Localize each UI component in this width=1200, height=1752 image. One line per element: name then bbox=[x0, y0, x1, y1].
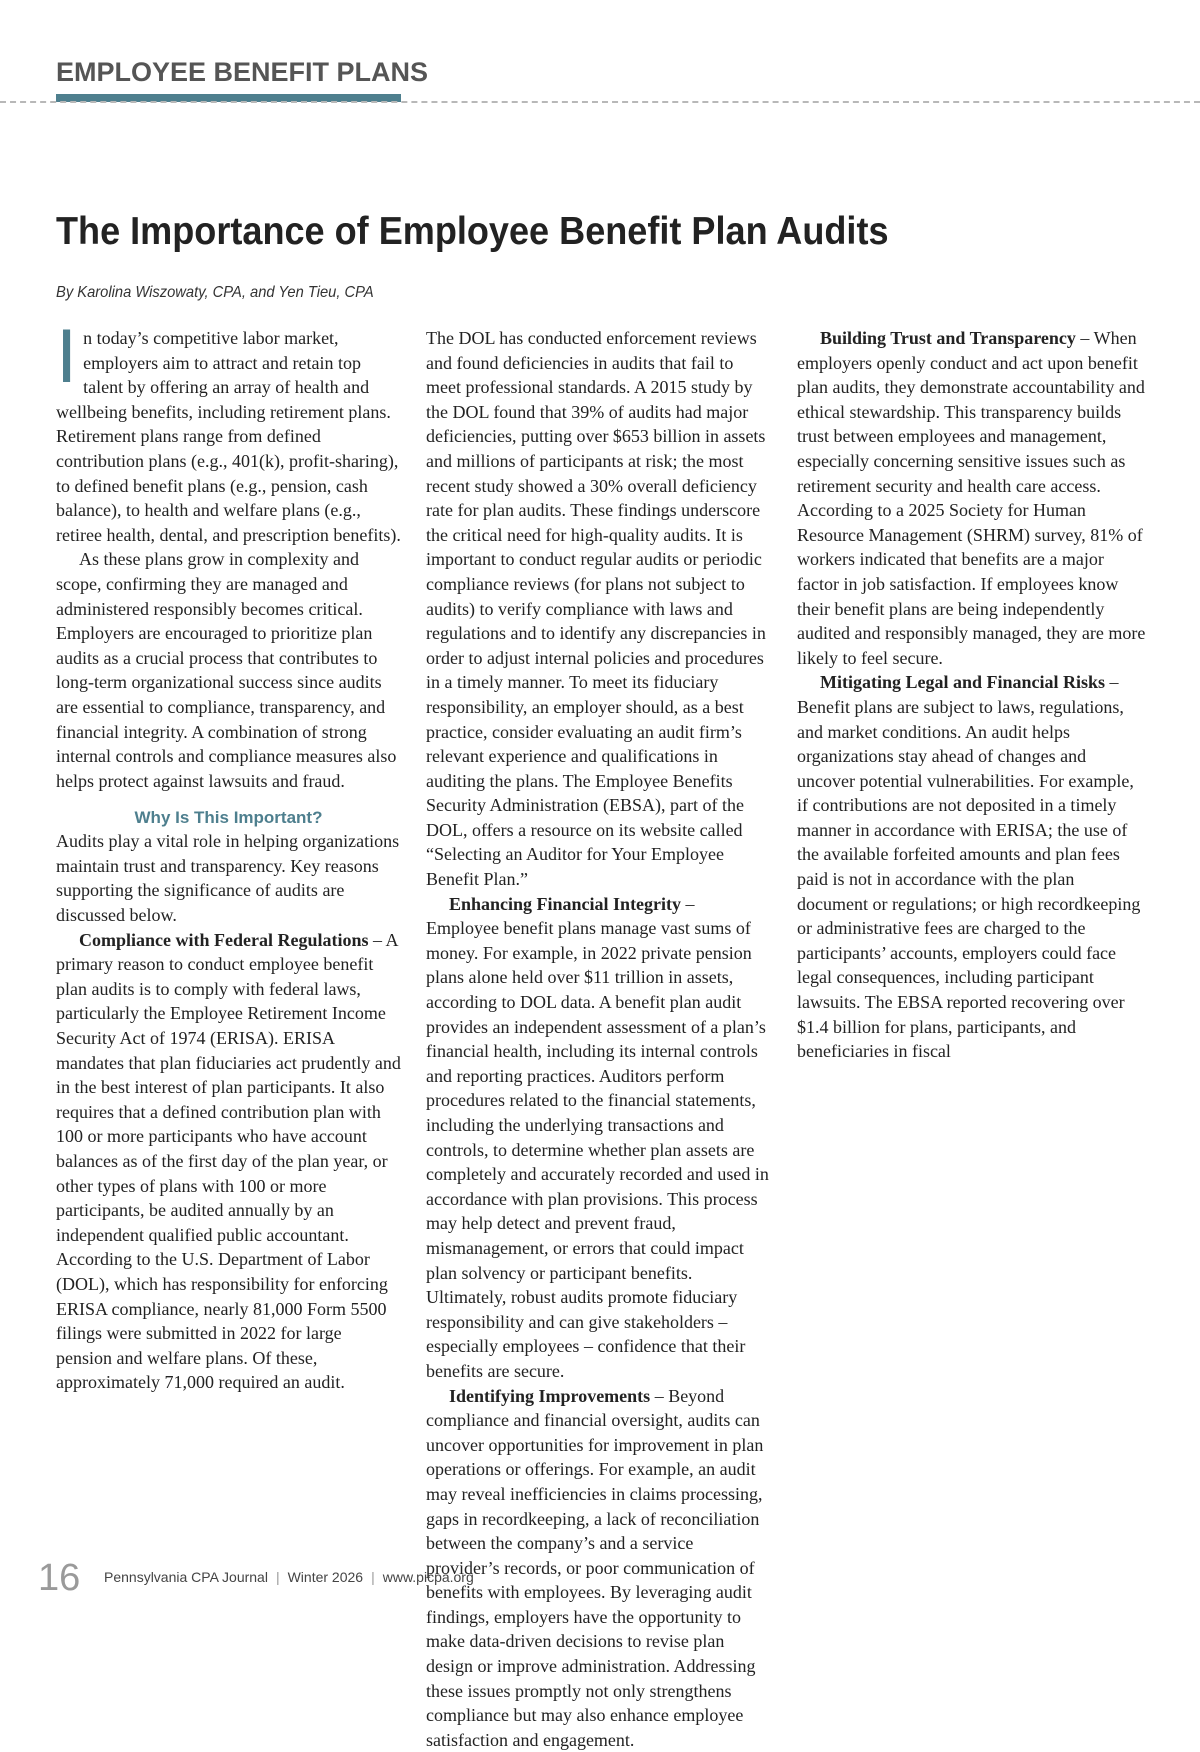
issue-date: Winter 2026 bbox=[287, 1569, 364, 1585]
article-byline: By Karolina Wiszowaty, CPA, and Yen Tieu, CPA bbox=[56, 284, 374, 301]
footer-separator: | bbox=[371, 1569, 375, 1585]
article-column-1 bbox=[56, 314, 401, 1506]
compliance-paragraph: Compliance with Federal Regulations – A primary reason to conduct employee benefit plan audits is to comply with federal laws, particularly the Employee Retirement Income Security Act of 1974 (ERISA). ERISA mandates that plan fiduciaries act prudently and in the best interest of plan participants. It also requires that a defined contribution plan with 100 or more participants who have account balances as of the first day of the plan year, or other types of plans with 100 or more participants, be audited annually by an independent qualified public accountant. According to the U.S. Department of Labor (DOL), which has responsibility for enforcing ERISA compliance, nearly 81,000 Form 5500 filings were submitted in 2022 for large pension and welfare plans. Of these, approximately 71,000 required an audit. bbox=[56, 929, 401, 1393]
run-in-heading: Compliance with Federal Regulations bbox=[79, 929, 369, 950]
improvements-paragraph: Identifying Improvements – Beyond compliance and financial oversight, audits can uncover opportunities for improvement in plan operations or offerings. For example, an audit may reveal inefficiencies in claims processing, gaps in recordkeeping, a lack of reconciliation between the company’s and a service provider’s records, or poor communication of benefits with employees. By leveraging audit findings, employers have the opportunity to make data-driven decisions to revise plan design or improve administration. Addressing these issues promptly not only strengthens compliance but may also enhance employee satisfaction and engagement. bbox=[426, 1385, 764, 1750]
financial-integrity-paragraph: Enhancing Financial Integrity – Employee benefit plans manage vast sums of money. For example, in 2022 private pension plans alone held over $11 trillion in assets, according to DOL data. A benefit plan audit provides an independent assessment of a plan’s financial health, including its internal controls and reporting practices. Auditors perform procedures related to the financial statements, including the underlying transactions and controls, to determine whether plan assets are completely and accurately recorded and used in accordance with plan provisions. This process may help detect and prevent fraud, mismanagement, or errors that could impact plan solvency or participant benefits. Ultimately, robust audits promote fiduciary responsibility and can give stakeholders – especially employees – confidence that their benefits are secure. bbox=[426, 893, 769, 1381]
body-paragraph: The DOL has conducted enforcement reviews and found deficiencies in audits that fail to meet professional standards. A 2015 study by the DOL found that 39% of audits had major deficiencies, putting over $653 billion in assets and millions of participants at risk; the most recent study showed a 30% overall deficiency rate for plan audits. These findings underscore the critical need for high-quality audits. It is important to conduct regular audits or periodic compliance reviews (for plans not subject to audits) to verify compliance with laws and regulations and to identify any discrepancies in order to adjust internal policies and procedures in a timely manner. To meet its fiduciary responsibility, an employer should, as a best practice, consider evaluating an audit firm’s relevant experience and qualifications in auditing the plans. The Employee Benefits Security Administration (EBSA), part of the DOL, offers a resource on its website called “Selecting an Auditor for Your Employee Benefit Plan.” bbox=[426, 328, 766, 890]
page-footer bbox=[104, 1569, 474, 1585]
run-in-heading: Building Trust and Transparency bbox=[820, 328, 1076, 348]
run-in-heading: Identifying Improvements bbox=[449, 1385, 651, 1406]
intro-paragraph: In today’s competitive labor market, employers aim to attract and retain top talent by offering an array of health and wellbeing benefits, including retirement plans. Retirement plans range from defined contribution plans (e.g., 401(k), profit-sharing), to defined benefit plans (e.g., pension, cash balance), to health and welfare plans (e.g., retiree health, dental, and prescription benefits). bbox=[56, 314, 401, 545]
page-number: 16 bbox=[38, 1557, 81, 1599]
run-in-heading: Mitigating Legal and Financial Risks bbox=[820, 672, 1106, 693]
website-link[interactable]: www.picpa.org bbox=[382, 1569, 474, 1585]
journal-name: Pennsylvania CPA Journal bbox=[104, 1569, 268, 1585]
risks-paragraph: Mitigating Legal and Financial Risks – Benefit plans are subject to laws, regulations, and market conditions. An audit helps organizations stay ahead of changes and uncover potential vulnerabilities. For example, if contributions are not deposited in a timely manner in accordance with ERISA; the use of the available forfeited amounts and plan fees paid is not in accordance with the plan document or regulations; or high recordkeeping or administrative fees are charged to the participants’ accounts, employers could face legal consequences, including participant lawsuits. The EBSA reported recovering over $1.4 billion for plans, participants, and beneficiaries in fiscal bbox=[797, 672, 1141, 1062]
subheading: Why Is This Important? bbox=[134, 808, 323, 828]
article-column-3 bbox=[797, 326, 1147, 1506]
trust-paragraph: Building Trust and Transparency – When employers openly conduct and act upon benefit plan audits, they demonstrate accountability and ethical stewardship. This transparency builds trust between employees and management, especially concerning sensitive issues such as retirement security and health care access. According to a 2025 Society for Human Resource Management (SHRM) survey, 81% of workers indicated that benefits are a major factor in job satisfaction. If employees know their benefit plans are being independently audited and responsibly managed, they are more likely to feel secure. bbox=[797, 328, 1146, 668]
body-paragraph: Audits play a vital role in helping organizations maintain trust and transparency. Key reasons supporting the significance of audits are discussed below. bbox=[56, 831, 400, 926]
drop-cap: I bbox=[56, 314, 78, 399]
run-in-heading: Enhancing Financial Integrity bbox=[449, 893, 682, 914]
header-divider bbox=[0, 101, 1200, 103]
body-paragraph: As these plans grow in complexity and scope, confirming they are managed and administered responsibly becomes critical. Employers are encouraged to prioritize plan audits as a crucial process that contributes to long-term organizational success since audits are essential to compliance, transparency, and financial integrity. A combination of strong internal controls and compliance measures also helps protect against lawsuits and fraud. bbox=[56, 549, 397, 791]
section-label: EMPLOYEE BENEFIT PLANS bbox=[56, 57, 429, 87]
footer-separator: | bbox=[275, 1569, 280, 1585]
article-title: The Importance of Employee Benefit Plan Audits bbox=[56, 210, 889, 253]
